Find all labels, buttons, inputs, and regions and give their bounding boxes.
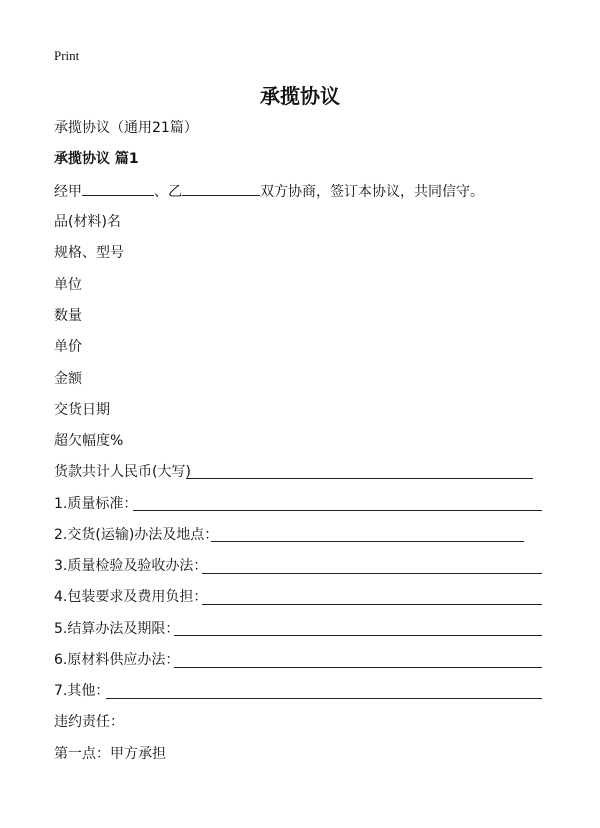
intro-part1: 经甲 (54, 184, 82, 200)
field-material-name: 品(材料)名 (54, 214, 121, 230)
clause-3-blank (202, 573, 542, 574)
intro-part2: 、乙 (154, 184, 182, 200)
field-delivery-date: 交货日期 (54, 402, 110, 418)
field-amount: 金额 (54, 371, 82, 387)
field-spec-model: 规格、型号 (54, 245, 124, 261)
field-unit-price: 单价 (54, 339, 82, 355)
print-link[interactable]: Print (54, 48, 80, 63)
clause-6-blank (174, 667, 542, 668)
point-1: 第一点：甲方承担 (54, 746, 166, 762)
page-title: 承揽协议 (260, 84, 340, 108)
clause-5: 5.结算办法及期限： (54, 621, 180, 637)
intro-part3: 双方协商，签订本协议，共同信守。 (260, 184, 484, 200)
subtitle: 承揽协议（通用21篇） (54, 120, 198, 136)
field-tolerance: 超欠幅度% (54, 433, 124, 449)
liability-label: 违约责任： (54, 714, 124, 730)
payment-blank (186, 478, 533, 479)
clause-4-blank (202, 604, 542, 605)
clause-6: 6.原材料供应办法： (54, 652, 180, 668)
field-quantity: 数量 (54, 308, 82, 324)
blank-party-b (182, 181, 260, 196)
clause-1: 1.质量标准： (54, 496, 138, 512)
payment-label: 货款共计人民币(大写) (54, 464, 191, 480)
clause-3: 3.质量检验及验收办法： (54, 558, 208, 574)
clause-1-blank (133, 510, 542, 511)
clause-4: 4.包装要求及费用负担： (54, 589, 208, 605)
clause-2-blank (211, 541, 524, 542)
clause-2: 2.交货(运输)办法及地点： (54, 527, 219, 543)
clause-7: 7.其他： (54, 683, 110, 699)
intro-line (54, 181, 484, 201)
field-unit: 单位 (54, 277, 82, 293)
section-heading: 承揽协议 篇1 (54, 151, 139, 167)
clause-7-blank (106, 698, 542, 699)
blank-party-a (82, 181, 154, 196)
clause-5-blank (174, 635, 542, 636)
